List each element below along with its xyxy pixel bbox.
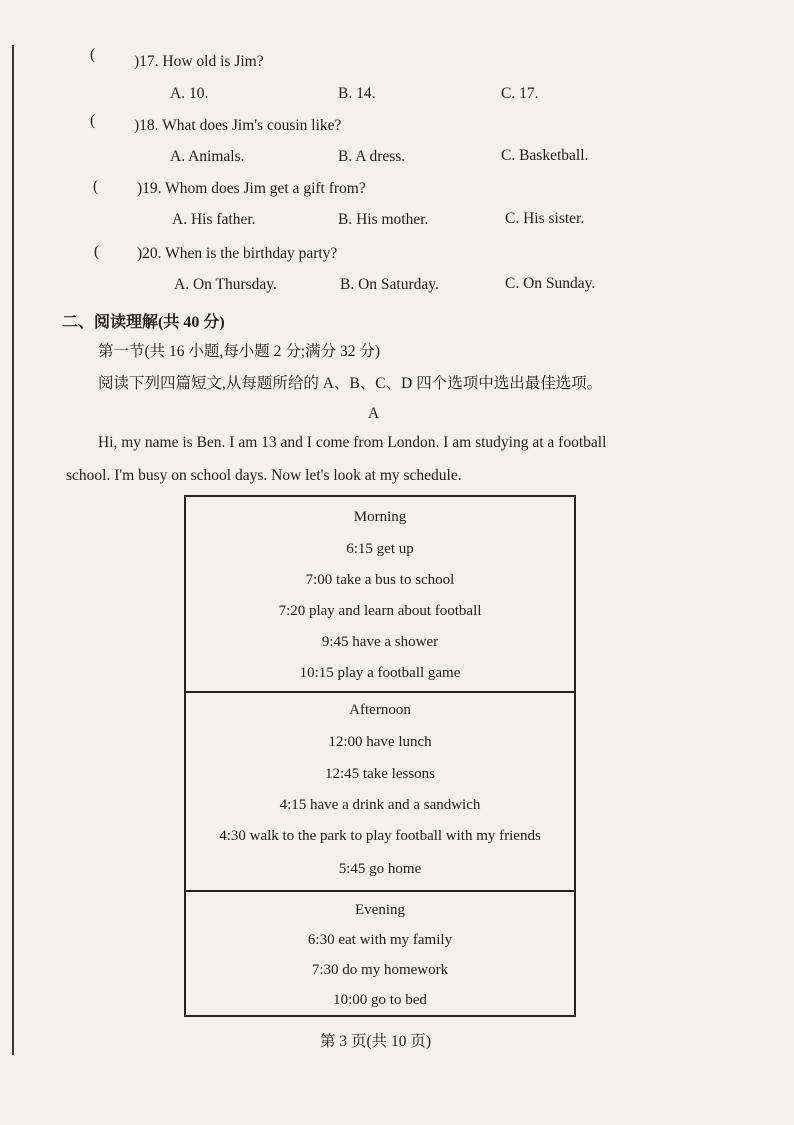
option-c: C. His sister.	[505, 210, 585, 227]
section-title: 二、阅读理解(共 40 分)	[62, 314, 225, 331]
answer-paren: (	[94, 243, 100, 260]
passage-line-1: Hi, my name is Ben. I am 13 and I come from London. I am studying at a football	[98, 434, 607, 451]
schedule-item: 4:15 have a drink and a sandwich	[279, 797, 481, 813]
schedule-evening	[186, 892, 574, 1015]
schedule-heading: Morning	[353, 509, 407, 525]
schedule-item: 10:15 play a football game	[299, 665, 461, 681]
option-b: B. On Saturday.	[340, 276, 439, 293]
question-text: )19. Whom does Jim get a gift from?	[137, 180, 366, 197]
section-instruction: 阅读下列四篇短文,从每题所给的 A、B、C、D 四个选项中选出最佳选项。	[98, 375, 603, 392]
schedule-item: 12:00 have lunch	[328, 734, 432, 750]
schedule-item: 10:00 go to bed	[333, 992, 427, 1008]
answer-paren: (	[90, 46, 96, 63]
option-b: B. His mother.	[338, 211, 429, 228]
schedule-item: 12:45 take lessons	[325, 766, 435, 782]
schedule-item: 7:20 play and learn about football	[278, 603, 482, 619]
option-c: C. 17.	[501, 85, 539, 102]
schedule-table	[184, 495, 576, 1017]
question-text: )18. What does Jim's cousin like?	[134, 117, 342, 134]
schedule-item: 7:30 do my homework	[311, 962, 449, 978]
schedule-morning	[186, 497, 574, 693]
option-b: B. 14.	[338, 85, 376, 102]
schedule-afternoon	[186, 693, 574, 892]
schedule-item: 6:30 eat with my family	[307, 932, 453, 948]
option-c: C. On Sunday.	[505, 275, 596, 292]
passage-line-2: school. I'm busy on school days. Now let's look at my schedule.	[66, 467, 462, 484]
passage-title: A	[368, 405, 380, 422]
schedule-item: 5:45 go home	[338, 861, 422, 877]
question-text: )17. How old is Jim?	[134, 53, 264, 70]
answer-paren: (	[93, 178, 99, 195]
schedule-item: 7:00 take a bus to school	[305, 572, 455, 588]
option-a: A. On Thursday.	[174, 276, 277, 293]
option-a: A. His father.	[172, 211, 256, 228]
schedule-item: 4:30 walk to the park to play football with my friends	[219, 828, 541, 844]
answer-paren: (	[90, 112, 96, 129]
page-margin-line	[12, 45, 14, 1055]
section-part: 第一节(共 16 小题,每小题 2 分;满分 32 分)	[98, 343, 381, 360]
question-text: )20. When is the birthday party?	[137, 245, 338, 262]
schedule-heading: Evening	[355, 902, 405, 918]
option-b: B. A dress.	[338, 148, 406, 165]
page-number: 第 3 页(共 10 页)	[320, 1033, 432, 1050]
schedule-item: 9:45 have a shower	[321, 634, 439, 650]
option-a: A. Animals.	[170, 148, 245, 165]
option-a: A. 10.	[170, 85, 209, 102]
schedule-heading: Afternoon	[349, 702, 411, 718]
schedule-item: 6:15 get up	[346, 541, 414, 557]
option-c: C. Basketball.	[501, 147, 589, 164]
